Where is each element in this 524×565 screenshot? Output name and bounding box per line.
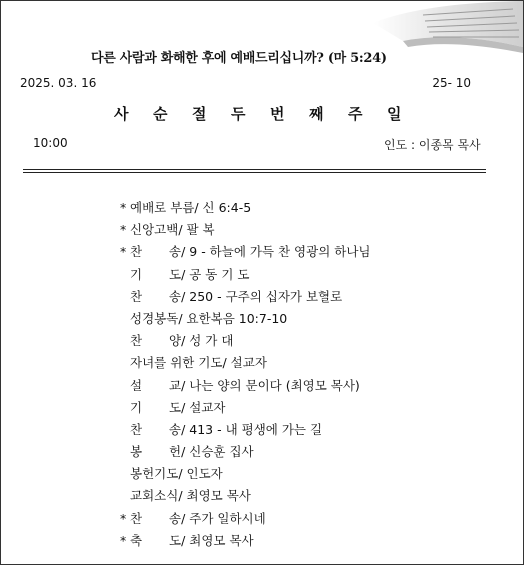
item-detail: / 최영모 목사 bbox=[178, 488, 251, 504]
item-title: 도 bbox=[169, 399, 182, 415]
standing-mark bbox=[120, 487, 130, 509]
list-item bbox=[120, 487, 370, 509]
item-title: 신앙고백 bbox=[130, 222, 179, 238]
list-item bbox=[120, 421, 370, 443]
item-detail: / 주가 일하시네 bbox=[181, 510, 266, 526]
standing-mark: * bbox=[120, 510, 127, 526]
item-title: 찬 bbox=[130, 244, 143, 260]
item-title: 도 bbox=[169, 266, 182, 282]
item-detail: / 팔 복 bbox=[178, 222, 215, 238]
order-of-worship bbox=[120, 199, 370, 554]
list-item bbox=[120, 510, 370, 532]
item-detail: / 최영모 목사 bbox=[181, 532, 254, 548]
title-char: 주 bbox=[348, 105, 363, 123]
item-title: 도 bbox=[169, 532, 182, 548]
divider bbox=[23, 172, 486, 173]
item-title: 찬 bbox=[130, 288, 143, 304]
item-title: 기 bbox=[130, 266, 143, 282]
standing-mark bbox=[120, 377, 130, 399]
standing-mark: * bbox=[120, 532, 127, 548]
standing-mark bbox=[120, 399, 130, 421]
list-item bbox=[120, 465, 370, 487]
item-detail: / 요한복음 10:7-10 bbox=[178, 310, 288, 326]
item-title: 헌 bbox=[169, 444, 182, 460]
title-char: 일 bbox=[387, 105, 402, 123]
item-detail: / 설교자 bbox=[181, 399, 226, 415]
scripture-verse: 다른 사람과 화해한 후에 예배드리십니까? (마 5:24) bbox=[91, 51, 387, 66]
item-detail: / 신승훈 집사 bbox=[181, 444, 254, 460]
page-title bbox=[114, 103, 426, 124]
item-detail: / 설교자 bbox=[222, 355, 267, 371]
bulletin-number: 25- 10 bbox=[432, 76, 471, 90]
item-title: 송 bbox=[169, 288, 182, 304]
standing-mark bbox=[120, 443, 130, 465]
service-leader: 인도 : 이종목 목사 bbox=[384, 138, 481, 152]
title-char: 두 bbox=[231, 105, 246, 123]
item-title: 교회소식 bbox=[130, 488, 179, 504]
title-char: 사 bbox=[114, 105, 129, 123]
item-detail: / 9 - 하늘에 가득 찬 영광의 하나님 bbox=[181, 244, 371, 260]
standing-mark bbox=[120, 310, 130, 332]
item-title: 설 bbox=[130, 377, 143, 393]
bulletin-date: 2025. 03. 16 bbox=[20, 76, 97, 90]
item-title: 교 bbox=[169, 377, 182, 393]
list-item bbox=[120, 221, 370, 243]
list-item bbox=[120, 399, 370, 421]
list-item bbox=[120, 332, 370, 354]
item-title: 성경봉독 bbox=[130, 310, 179, 326]
item-detail: / 나는 양의 문이다 (최영모 목사) bbox=[181, 377, 360, 393]
standing-mark bbox=[120, 288, 130, 310]
title-char: 절 bbox=[192, 105, 207, 123]
item-detail: / 413 - 내 평생에 가는 길 bbox=[181, 421, 323, 437]
standing-mark: * bbox=[120, 222, 127, 238]
list-item bbox=[120, 266, 370, 288]
list-item bbox=[120, 288, 370, 310]
standing-mark bbox=[120, 465, 130, 487]
item-detail: / 인도자 bbox=[178, 466, 223, 482]
item-title: 봉 bbox=[130, 444, 143, 460]
service-time: 10:00 bbox=[33, 136, 68, 150]
standing-mark bbox=[120, 354, 130, 376]
item-title: 기 bbox=[130, 399, 143, 415]
item-title: 예배로 부름 bbox=[130, 200, 195, 215]
list-item bbox=[120, 243, 370, 265]
list-item bbox=[120, 532, 370, 554]
title-char: 번 bbox=[270, 105, 285, 123]
item-title: 송 bbox=[169, 510, 182, 526]
item-title: 송 bbox=[169, 421, 182, 437]
item-title: 찬 bbox=[130, 421, 143, 437]
divider bbox=[23, 169, 486, 170]
standing-mark bbox=[120, 266, 130, 288]
list-item bbox=[120, 310, 370, 332]
list-item bbox=[120, 443, 370, 465]
standing-mark bbox=[120, 421, 130, 443]
list-item bbox=[120, 354, 370, 376]
item-detail: / 신 6:4-5 bbox=[194, 200, 252, 215]
item-title: 축 bbox=[130, 532, 143, 548]
item-detail: / 공 동 기 도 bbox=[181, 266, 250, 282]
item-title: 송 bbox=[169, 244, 182, 260]
item-title: 찬 bbox=[130, 510, 143, 526]
item-title: 찬 bbox=[130, 333, 143, 349]
item-title: 양 bbox=[169, 333, 182, 349]
item-detail: / 성 가 대 bbox=[181, 333, 234, 349]
newspaper-decoration bbox=[363, 1, 523, 71]
standing-mark: * bbox=[120, 200, 127, 215]
title-char: 째 bbox=[309, 105, 324, 123]
standing-mark: * bbox=[120, 244, 127, 260]
list-item bbox=[120, 377, 370, 399]
standing-mark bbox=[120, 332, 130, 354]
title-char: 순 bbox=[153, 105, 168, 123]
item-title: 자녀를 위한 기도 bbox=[130, 355, 223, 371]
item-detail: / 250 - 구주의 십자가 보혈로 bbox=[181, 288, 343, 304]
item-title: 봉헌기도 bbox=[130, 466, 179, 482]
list-item bbox=[120, 199, 370, 221]
